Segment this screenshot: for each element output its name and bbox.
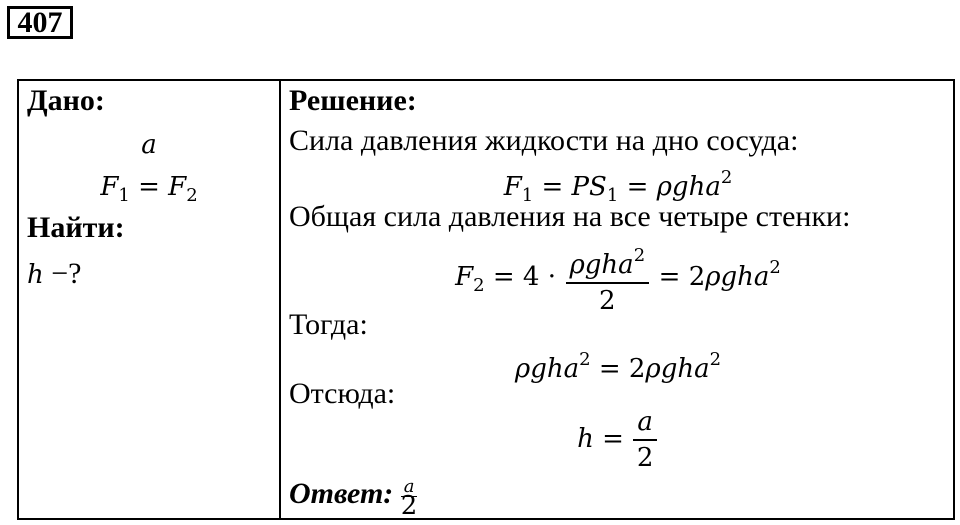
find-item: h −? [27,257,82,290]
equation-4: h = $\frac{a}{2}$ [281,407,955,473]
equation-2-fraction: $\frac{\rho gha^2}{2}$ [566,241,650,316]
given-item-forces: $F_1 = F_2$ [100,172,198,206]
find-header: Найти: [27,211,125,244]
solution-table [17,79,955,520]
equation-2: $F_2 = 4$ · $\frac{\rho gha^2}{2}$ = 2ρgha$^2$ [281,241,955,316]
solution-line-4: Отсюда: [289,377,396,410]
given-header: Дано: [27,84,105,117]
solution-line-3: Тогда: [289,308,368,341]
solution-line-1: Сила давления жидкости на дно сосуда: [289,124,799,157]
solution-line-2: Общая сила давления на все четыре стенки: [289,200,851,233]
equation-3: ρgha$^2$ = 2ρgha$^2$ [514,349,722,384]
given-item-a: a [141,130,157,160]
equation-1: $F_1 = PS_1 = \rho gha^2$ [503,167,733,206]
solution-header: Решение: [289,84,417,117]
answer: Ответ: $\frac{a}{2}$ [289,475,418,521]
problem-number: 407 [7,6,73,39]
answer-fraction: $\frac{a}{2}$ [400,475,418,521]
equation-4-fraction: $\frac{a}{2}$ [633,407,657,473]
